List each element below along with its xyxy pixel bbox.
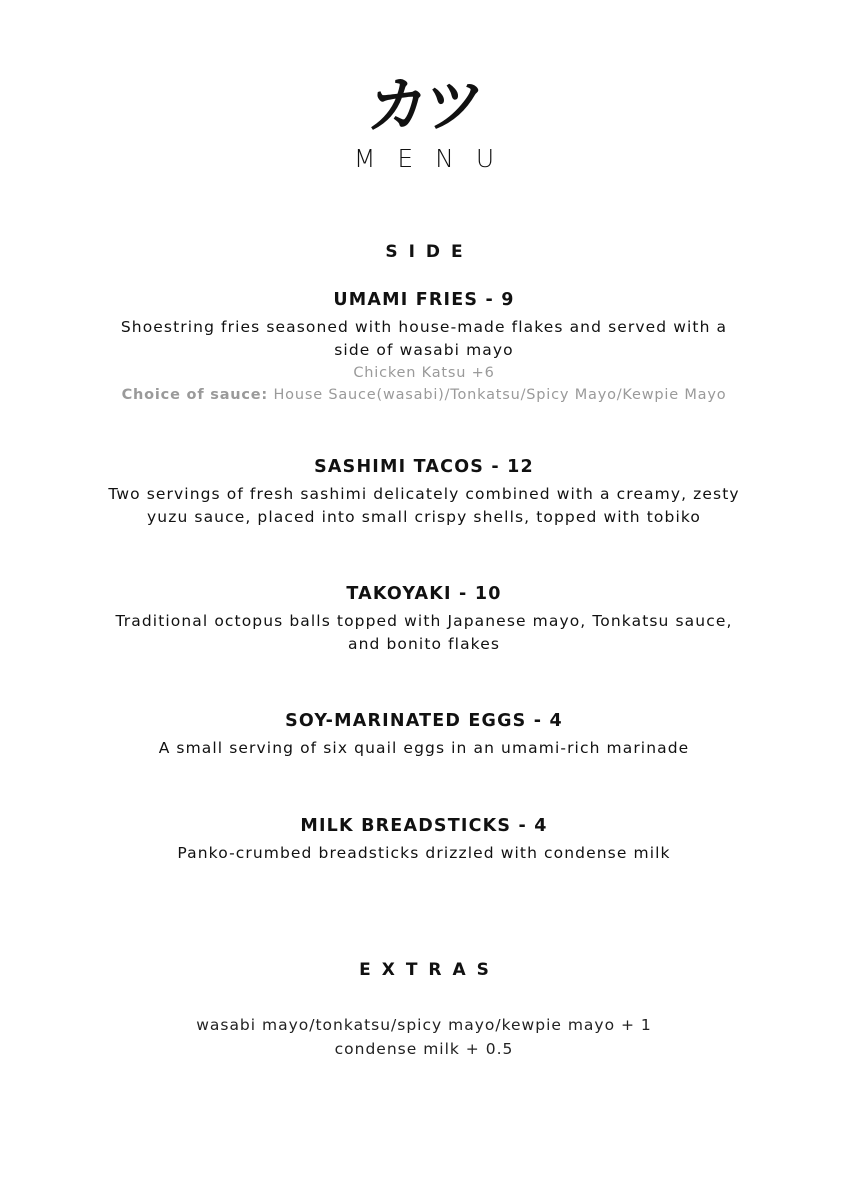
item-title-umami-fries: UMAMI FRIES - 9 bbox=[333, 290, 515, 310]
extras-line: wasabi mayo/tonkatsu/spicy mayo/kewpie mayo + 1 bbox=[196, 1016, 652, 1034]
item-description-line: side of wasabi mayo bbox=[334, 341, 514, 359]
item-title-takoyaki: TAKOYAKI - 10 bbox=[346, 584, 502, 604]
section-heading-side: SIDE bbox=[385, 242, 474, 262]
item-title-soy-marinated-eggs: SOY-MARINATED EGGS - 4 bbox=[285, 711, 563, 731]
menu-title: MENU bbox=[353, 144, 517, 173]
item-description-line: A small serving of six quail eggs in an umami-rich marinade bbox=[158, 739, 690, 757]
item-description-line: Two servings of fresh sashimi delicately combined with a creamy, zesty bbox=[108, 485, 740, 503]
sauce-choice-note bbox=[0, 384, 848, 406]
item-title-sashimi-tacos: SASHIMI TACOS - 12 bbox=[314, 457, 534, 477]
sauce-choice-options: House Sauce(wasabi)/Tonkatsu/Spicy Mayo/Kewpie Mayo bbox=[273, 387, 727, 403]
extras-line: condense milk + 0.5 bbox=[334, 1040, 514, 1058]
section-heading-extras: EXTRAS bbox=[359, 960, 500, 980]
item-description-line: yuzu sauce, placed into small crispy shells, topped with tobiko bbox=[147, 508, 701, 526]
sauce-choice-label: Choice of sauce: bbox=[121, 387, 269, 403]
item-description-line: Traditional octopus balls topped with Japanese mayo, Tonkatsu sauce, bbox=[115, 612, 733, 630]
item-title-milk-breadsticks: MILK BREADSTICKS - 4 bbox=[300, 816, 548, 836]
item-description-line: Panko-crumbed breadsticks drizzled with condense milk bbox=[177, 844, 671, 862]
item-description-line: Shoestring fries seasoned with house-made flakes and served with a bbox=[120, 318, 728, 336]
katsu-logo: カツ bbox=[364, 71, 484, 141]
item-addon-note: Chicken Katsu +6 bbox=[353, 365, 495, 381]
item-description-line: and bonito flakes bbox=[347, 635, 501, 653]
